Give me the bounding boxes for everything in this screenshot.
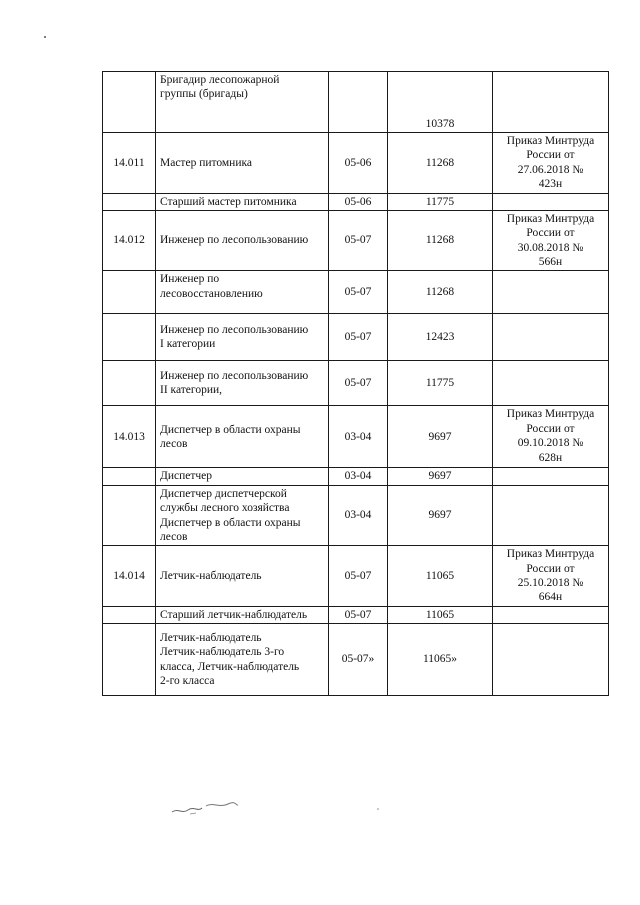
order-cell [493, 606, 609, 623]
code-cell [103, 271, 156, 314]
table-row [103, 624, 609, 696]
position-name-cell [156, 406, 329, 468]
salary-cell: 9697 [388, 406, 493, 468]
salary-cell: 10378 [388, 72, 493, 133]
qualification-group-cell [329, 72, 388, 133]
code-cell: 14.012 [103, 210, 156, 271]
salary-cell: 11268 [388, 210, 493, 271]
salary-cell: 12423 [388, 314, 493, 361]
table-row [103, 406, 609, 468]
position-name: Бригадир лесопожарной группы (бригады) [160, 74, 280, 101]
code-cell [103, 485, 156, 546]
code-cell [103, 361, 156, 406]
position-name: Летчик-наблюдатель Летчик-наблюдатель 3-го класса, Летчик-наблюдатель 2-го класса [160, 631, 300, 687]
salary-cell: 11775 [388, 361, 493, 406]
salary-cell: 11775 [388, 193, 493, 210]
position-name-cell [156, 72, 329, 133]
position-name: Инженер по лесовосстановлению [160, 273, 263, 300]
order-cell [493, 193, 609, 210]
table-row [103, 468, 609, 485]
order-cell [493, 361, 609, 406]
position-name: Диспетчер [160, 470, 213, 483]
qualification-group-cell: 05-06 [329, 193, 388, 210]
order-text: Приказ Минтруда России от 09.10.2018 № 628н [506, 408, 595, 464]
position-name-cell [156, 361, 329, 406]
position-name-cell [156, 546, 329, 607]
position-name: Диспетчер диспетчерской службы лесного хозяйства Диспетчер в области охраны лесов [160, 487, 301, 543]
salary-cell: 11268 [388, 133, 493, 194]
code-cell [103, 314, 156, 361]
table-row [103, 546, 609, 607]
position-name-cell [156, 210, 329, 271]
position-name: Инженер по лесопользованию I категории [160, 324, 309, 351]
salary-cell: 9697 [388, 485, 493, 546]
position-name-cell [156, 624, 329, 696]
position-name: Летчик-наблюдатель [160, 569, 262, 582]
signature-scribble-icon [170, 798, 240, 820]
order-text: Приказ Минтруда России от 27.06.2018 № 423н [506, 135, 595, 191]
order-cell [493, 624, 609, 696]
table-row [103, 210, 609, 271]
position-name-cell [156, 271, 329, 314]
position-name-cell [156, 314, 329, 361]
qualification-group-cell: 05-07 [329, 546, 388, 607]
order-cell [493, 468, 609, 485]
table-row [103, 72, 609, 133]
position-name: Диспетчер в области охраны лесов [160, 423, 301, 450]
position-name-cell [156, 606, 329, 623]
position-name-cell [156, 468, 329, 485]
code-cell [103, 72, 156, 133]
qualification-group-cell: 05-07 [329, 314, 388, 361]
position-name: Инженер по лесопользованию [160, 234, 309, 247]
table-row [103, 485, 609, 546]
position-name-cell [156, 193, 329, 210]
scan-speck-icon [376, 807, 380, 811]
code-cell: 14.013 [103, 406, 156, 468]
salary-cell: 11065 [388, 546, 493, 607]
salary-cell: 9697 [388, 468, 493, 485]
position-name: Старший летчик-наблюдатель [160, 608, 308, 621]
code-cell [103, 193, 156, 210]
salary-table [102, 71, 609, 696]
code-cell [103, 468, 156, 485]
code-cell: 14.014 [103, 546, 156, 607]
order-cell [493, 485, 609, 546]
scan-speck-icon [42, 34, 48, 40]
qualification-group-cell: 05-07 [329, 606, 388, 623]
table-row [103, 361, 609, 406]
qualification-group-cell: 03-04 [329, 485, 388, 546]
salary-cell: 11268 [388, 271, 493, 314]
code-cell [103, 606, 156, 623]
qualification-group-cell: 05-07 [329, 361, 388, 406]
order-cell [493, 72, 609, 133]
position-name-cell [156, 133, 329, 194]
salary-cell: 11065 [388, 606, 493, 623]
table-row [103, 314, 609, 361]
qualification-group-cell: 05-07 [329, 271, 388, 314]
qualification-group-cell: 05-07» [329, 624, 388, 696]
order-cell [493, 314, 609, 361]
salary-cell: 11065» [388, 624, 493, 696]
table-row [103, 193, 609, 210]
table-row [103, 133, 609, 194]
position-name: Мастер питомника [160, 156, 253, 169]
order-cell [493, 210, 609, 271]
position-name: Старший мастер питомника [160, 195, 297, 208]
order-cell [493, 406, 609, 468]
order-cell [493, 546, 609, 607]
position-name: Инженер по лесопользованию II категории, [160, 370, 309, 397]
qualification-group-cell: 05-06 [329, 133, 388, 194]
position-name-cell [156, 485, 329, 546]
order-text: Приказ Минтруда России от 25.10.2018 № 664н [506, 548, 595, 604]
qualification-group-cell: 03-04 [329, 406, 388, 468]
table-row [103, 606, 609, 623]
table-row [103, 271, 609, 314]
code-cell [103, 624, 156, 696]
code-cell: 14.011 [103, 133, 156, 194]
qualification-group-cell: 03-04 [329, 468, 388, 485]
qualification-group-cell: 05-07 [329, 210, 388, 271]
order-cell [493, 271, 609, 314]
order-text: Приказ Минтруда России от 30.08.2018 № 566н [506, 212, 595, 268]
order-cell [493, 133, 609, 194]
